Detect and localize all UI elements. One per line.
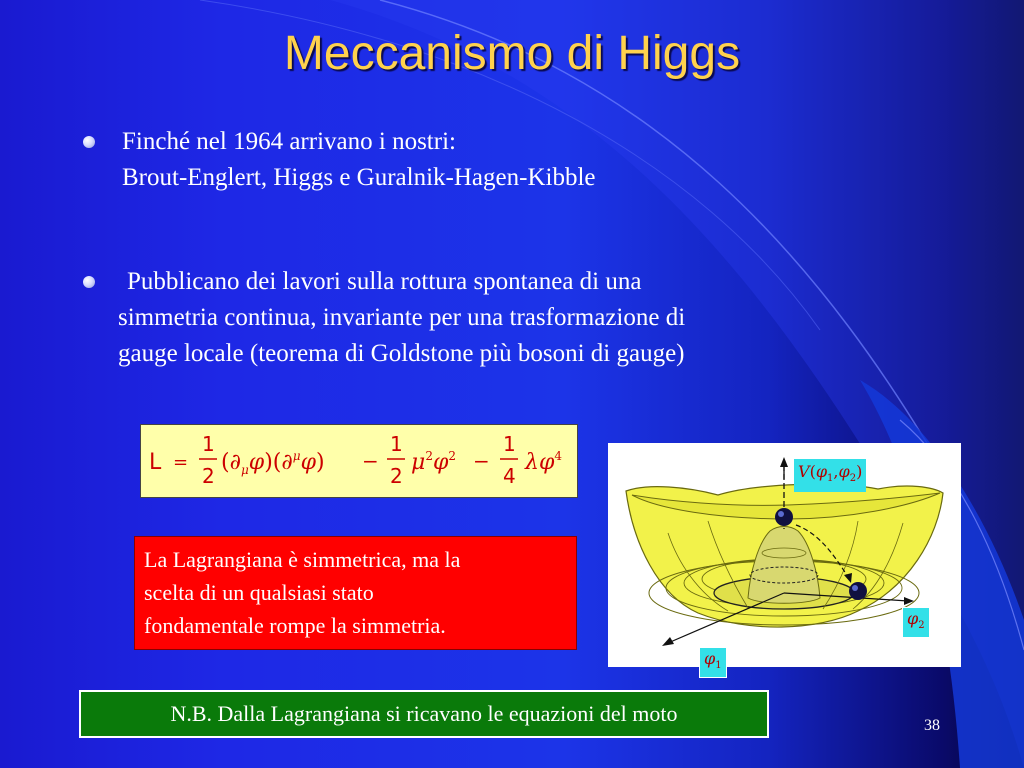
formula-coef-den: 2 [390, 464, 403, 488]
potential-function-label: $V(\varphi_1,\varphi_2)$ [794, 459, 866, 492]
bullet-line: Pubblicano dei lavori sulla rottura spontanea di una [127, 268, 642, 295]
note-line: La Lagrangiana è simmetrica, ma la [144, 547, 461, 572]
bullet-line: simmetria continua, invariante per una trasformazione di [118, 304, 686, 331]
v-arg1: φ [815, 462, 828, 481]
formula-term-kinetic: $(\partial_\mu\varphi)(\partial^\mu\varphi)$ [221, 449, 325, 477]
phi1-sub: 1 [715, 660, 722, 672]
lagrangian-formula [140, 424, 578, 498]
formula-coef-num: 1 [202, 432, 215, 456]
axis-label-phi1 [699, 647, 727, 678]
formula-coef-num: 1 [503, 432, 516, 456]
bullet-line: gauge locale (teorema di Goldstone più bosoni di gauge) [118, 340, 685, 367]
formula-coef-den: 2 [202, 464, 215, 488]
note-line: scelta di un qualsiasi stato [144, 580, 374, 605]
v-func: V [798, 462, 810, 481]
bullet-item-publication [118, 264, 685, 372]
v-sub1: 1 [827, 473, 834, 485]
formula-coef-num: 1 [390, 432, 403, 456]
phi1-symbol: φ [704, 649, 716, 668]
v-arg2: φ [838, 462, 850, 481]
slide-title: Meccanismo di Higgs [283, 27, 741, 80]
bullet-line: Finché nel 1964 arrivano i nostri: [122, 128, 456, 155]
symmetry-note [134, 536, 577, 650]
formula-term-quartic: $\lambda\varphi^4$ [525, 449, 562, 475]
bullet-dot [83, 276, 95, 288]
formula-coef-den: 4 [503, 464, 516, 488]
bullet-dot [83, 136, 95, 148]
formula-sign: − [362, 449, 379, 473]
formula-term-mass: $\mu^2\varphi^2$ [411, 449, 456, 475]
page-number: 38 [924, 717, 940, 734]
formula-equals: = [173, 452, 189, 473]
axis-label-phi2 [902, 607, 930, 638]
phi2-sub: 2 [918, 620, 925, 632]
v-sub2: 2 [849, 473, 857, 485]
bullet-item-discovery [122, 124, 596, 196]
equations-of-motion-note: N.B. Dalla Lagrangiana si ricavano le equazioni del moto [79, 690, 769, 738]
formula-sign: − [473, 449, 490, 473]
bullet-line: Brout-Englert, Higgs e Guralnik-Hagen-Kibble [122, 164, 596, 191]
formula-lhs: L [149, 450, 162, 475]
note-line: fondamentale rompe la simmetria. [144, 613, 446, 638]
phi2-symbol: φ [907, 609, 919, 628]
